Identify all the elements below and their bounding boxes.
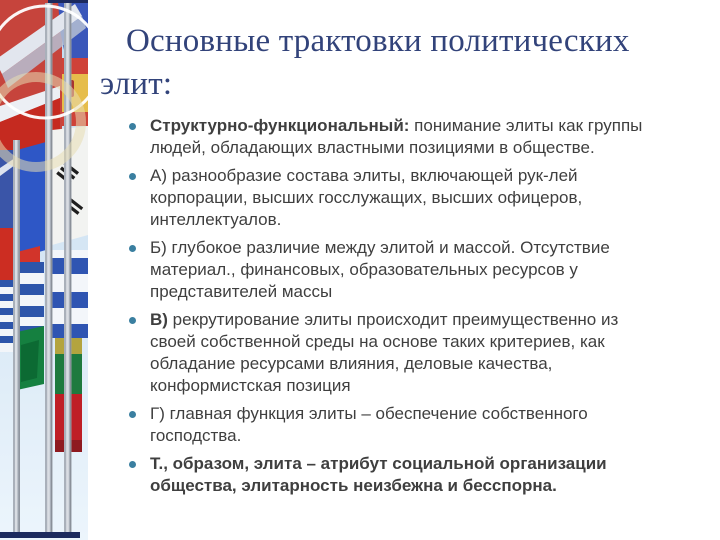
flags-photo-art [0, 0, 88, 540]
text-line [150, 425, 704, 447]
bullet-dot-icon [129, 173, 136, 180]
text-line-rest: Г) главная функция элиты – обеспечение собственного [150, 404, 588, 423]
text-line [150, 209, 704, 231]
list-item [126, 309, 704, 397]
text-line [150, 375, 704, 397]
text-line [150, 237, 704, 259]
bullet-dot-icon [129, 123, 136, 130]
text-line [150, 475, 704, 497]
text-line-bold: В) [150, 310, 168, 329]
text-line-rest: интеллектуалов. [150, 210, 282, 229]
bullet-list [126, 115, 704, 497]
text-line-bold: общества, элитарность неизбежна и бесспорна. [150, 476, 557, 495]
bullet-dot-icon [129, 245, 136, 252]
text-line-rest: А) разнообразие состава элиты, включающей рук-лей [150, 166, 578, 185]
text-line-rest: понимание элиты как группы [409, 116, 643, 135]
text-line [150, 453, 704, 475]
slide-title [100, 20, 704, 106]
text-line-rest: людей, обладающих властными позициями в обществе. [150, 138, 595, 157]
text-line-bold: Т., образом, элита – атрибут социальной организации [150, 454, 607, 473]
slide-content [100, 20, 704, 503]
text-line-rest: господства. [150, 426, 242, 445]
text-line-rest: материал., финансовых, образовательных ресурсов у [150, 260, 578, 279]
text-line [150, 309, 704, 331]
text-line [150, 259, 704, 281]
list-item [126, 165, 704, 231]
text-line-rest: Б) глубокое различие между элитой и массой. Отсутствие [150, 238, 610, 257]
bullet-dot-icon [129, 411, 136, 418]
bullet-dot-icon [129, 317, 136, 324]
text-line [150, 187, 704, 209]
text-line [150, 281, 704, 303]
list-item [126, 115, 704, 159]
text-line-bold: Структурно-функциональный: [150, 116, 410, 135]
slide-title-line2: элит: [100, 66, 173, 102]
text-line [150, 403, 704, 425]
text-line-rest: конформистская позиция [150, 376, 351, 395]
list-item [126, 403, 704, 447]
slide-title-line1: Основные трактовки политических [126, 23, 630, 59]
bullet-dot-icon [129, 461, 136, 468]
list-item [126, 453, 704, 497]
text-line [150, 353, 704, 375]
text-line [150, 115, 704, 137]
flags-photo [0, 0, 88, 540]
text-line-rest: рекрутирование элиты происходит преимущественно из [167, 310, 619, 329]
text-line [150, 137, 704, 159]
list-item [126, 237, 704, 303]
text-line [150, 331, 704, 353]
text-line-rest: своей собственной среды на основе таких критериев, как [150, 332, 605, 351]
text-line-rest: представителей массы [150, 282, 333, 301]
text-line [150, 165, 704, 187]
text-line-rest: корпорации, высших госслужащих, высших офицеров, [150, 188, 583, 207]
text-line-rest: обладание ресурсами влияния, деловые качества, [150, 354, 553, 373]
